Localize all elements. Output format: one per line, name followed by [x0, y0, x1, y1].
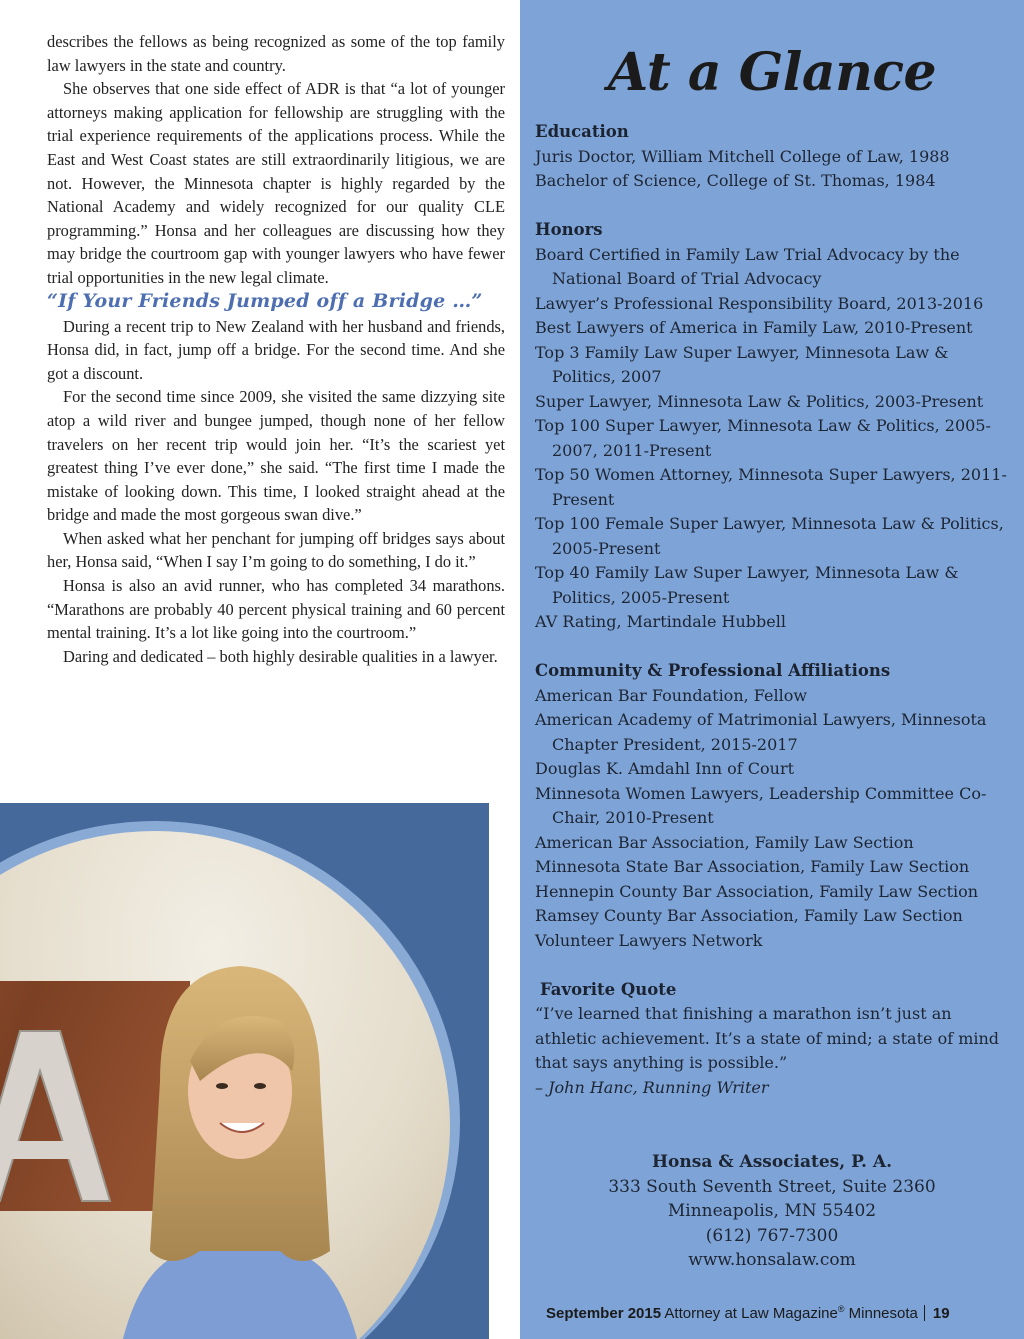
- article-paragraph: describes the fellows as being recognized as some of the top family law lawyers in the state and country.: [47, 32, 505, 75]
- at-a-glance-sidebar: [520, 0, 1024, 1339]
- affiliation-item: American Academy of Matrimonial Lawyers, Minnesota Chapter President, 2015-2017: [535, 710, 987, 754]
- honors-heading: Honors: [535, 220, 603, 239]
- article-paragraph: Honsa is also an avid runner, who has completed 34 marathons. “Marathons are probably 40 percent physical training and 60 percent mental training. It’s a lot like going into the courtroom.”: [47, 576, 505, 643]
- honors-item: Board Certified in Family Law Trial Advocacy by the National Board of Trial Advocacy: [535, 244, 960, 288]
- honors-item: Top 100 Super Lawyer, Minnesota Law & Politics, 2005-2007, 2011-Present: [535, 416, 991, 460]
- honors-item: Top 100 Female Super Lawyer, Minnesota Law & Politics, 2005-Present: [535, 514, 1004, 558]
- article-paragraph: Daring and dedicated – both highly desirable qualities in a lawyer.: [63, 646, 498, 666]
- affiliation-item: American Bar Association, Family Law Section: [535, 832, 914, 852]
- blue-dress: [120, 1246, 360, 1339]
- education-item: Juris Doctor, William Mitchell College of Law, 1988: [535, 146, 950, 166]
- affiliation-item: Hennepin County Bar Association, Family Law Section: [535, 881, 979, 901]
- portrait-illustration: [0, 831, 450, 1339]
- article-subheading: “If Your Friends Jumped off a Bridge …”: [47, 289, 483, 312]
- page-number: 19: [932, 1305, 950, 1322]
- footer-issue: September 2015: [546, 1305, 662, 1322]
- affiliation-item: Volunteer Lawyers Network: [535, 930, 763, 950]
- sidebar-body: [535, 120, 1015, 1100]
- quote-heading: Favorite Quote: [540, 979, 677, 999]
- firm-address-line2: Minneapolis, MN 55402: [667, 1201, 877, 1221]
- affiliation-item: Minnesota State Bar Association, Family Law Section: [535, 857, 970, 876]
- portrait-photo-frame: [0, 803, 489, 1339]
- honors-item: AV Rating, Martindale Hubbell: [535, 612, 786, 631]
- footer-edition: Minnesota: [848, 1305, 918, 1322]
- favorite-quote: “I’ve learned that finishing a marathon isn’t just an athletic achievement. It’s a state of mind; a state of mind that says anything is possible.”: [535, 1004, 1000, 1072]
- firm-phone: (612) 767-7300: [705, 1225, 839, 1246]
- honors-item: Super Lawyer, Minnesota Law & Politics, 2003-Present: [535, 391, 984, 411]
- footer-divider: [924, 1305, 925, 1321]
- firm-website[interactable]: www.honsalaw.com: [688, 1250, 856, 1270]
- page-footer: [546, 1304, 950, 1322]
- honors-item: Best Lawyers of America in Family Law, 2010-Present: [535, 318, 973, 337]
- affiliations-heading: Community & Professional Affiliations: [535, 661, 891, 680]
- article-paragraph: She observes that one side effect of ADR is that “a lot of younger attorneys making application for fellowship are struggling with the trial experience requirements of the applications process. While the East and West Coast states are still extraordinarily litigious, we are not. However, the Minnesota chapter is highly regarded by the National Academy and widely recognized for our quality CLE programming.” Honsa and her colleagues are discussing how they may bridge the courtroom gap with younger lawyers who have fewer trial opportunities in the new legal climate.: [47, 79, 505, 287]
- affiliation-item: Ramsey County Bar Association, Family Law Section: [535, 906, 963, 925]
- education-heading: Education: [535, 122, 629, 141]
- honors-item: Top 40 Family Law Super Lawyer, Minnesota Law & Politics, 2005-Present: [535, 563, 959, 607]
- affiliation-item: Minnesota Women Lawyers, Leadership Committee Co-Chair, 2010-Present: [535, 783, 987, 827]
- firm-name: Honsa & Associates, P. A.: [651, 1152, 893, 1172]
- affiliation-item: American Bar Foundation, Fellow: [535, 685, 808, 705]
- honors-item: Top 50 Women Attorney, Minnesota Super Lawyers, 2011-Present: [535, 465, 1007, 509]
- education-item: Bachelor of Science, College of St. Thomas, 1984: [535, 171, 936, 190]
- portrait-oval-border: [0, 821, 460, 1339]
- article-paragraph: When asked what her penchant for jumping off bridges says about her, Honsa said, “When I say I’m going to do something, I do it.”: [47, 528, 505, 572]
- article-paragraph: For the second time since 2009, she visited the same dizzying site atop a wild river and bungee jumped, though none of her fellow travelers on her recent trip would join her. “It’s the scariest yet greatest thing I’ve ever done,” she said. “The first time I made the mistake of looking down. This time, I looked straight ahead at the bridge and made the most gorgeous swan dive.”: [47, 387, 505, 525]
- sidebar-title: At a Glance: [607, 42, 937, 103]
- quote-author: – John Hanc, Running Writer: [535, 1077, 769, 1097]
- honors-item: Lawyer’s Professional Responsibility Board, 2013-2016: [535, 293, 984, 313]
- honors-item: Top 3 Family Law Super Lawyer, Minnesota Law & Politics, 2007: [535, 342, 949, 386]
- footer-registered-mark: ®: [837, 1304, 845, 1314]
- article-column: [47, 30, 505, 668]
- portrait-photo: [0, 831, 450, 1339]
- firm-contact: [520, 1150, 1024, 1273]
- footer-magazine: Attorney at Law Magazine: [664, 1305, 838, 1322]
- affiliation-item: Douglas K. Amdahl Inn of Court: [535, 759, 795, 778]
- firm-address-line1: 333 South Seventh Street, Suite 2360: [608, 1176, 936, 1197]
- article-paragraph: During a recent trip to New Zealand with her husband and friends, Honsa did, in fact, jump off a bridge. For the second time. And she got a discount.: [47, 316, 505, 383]
